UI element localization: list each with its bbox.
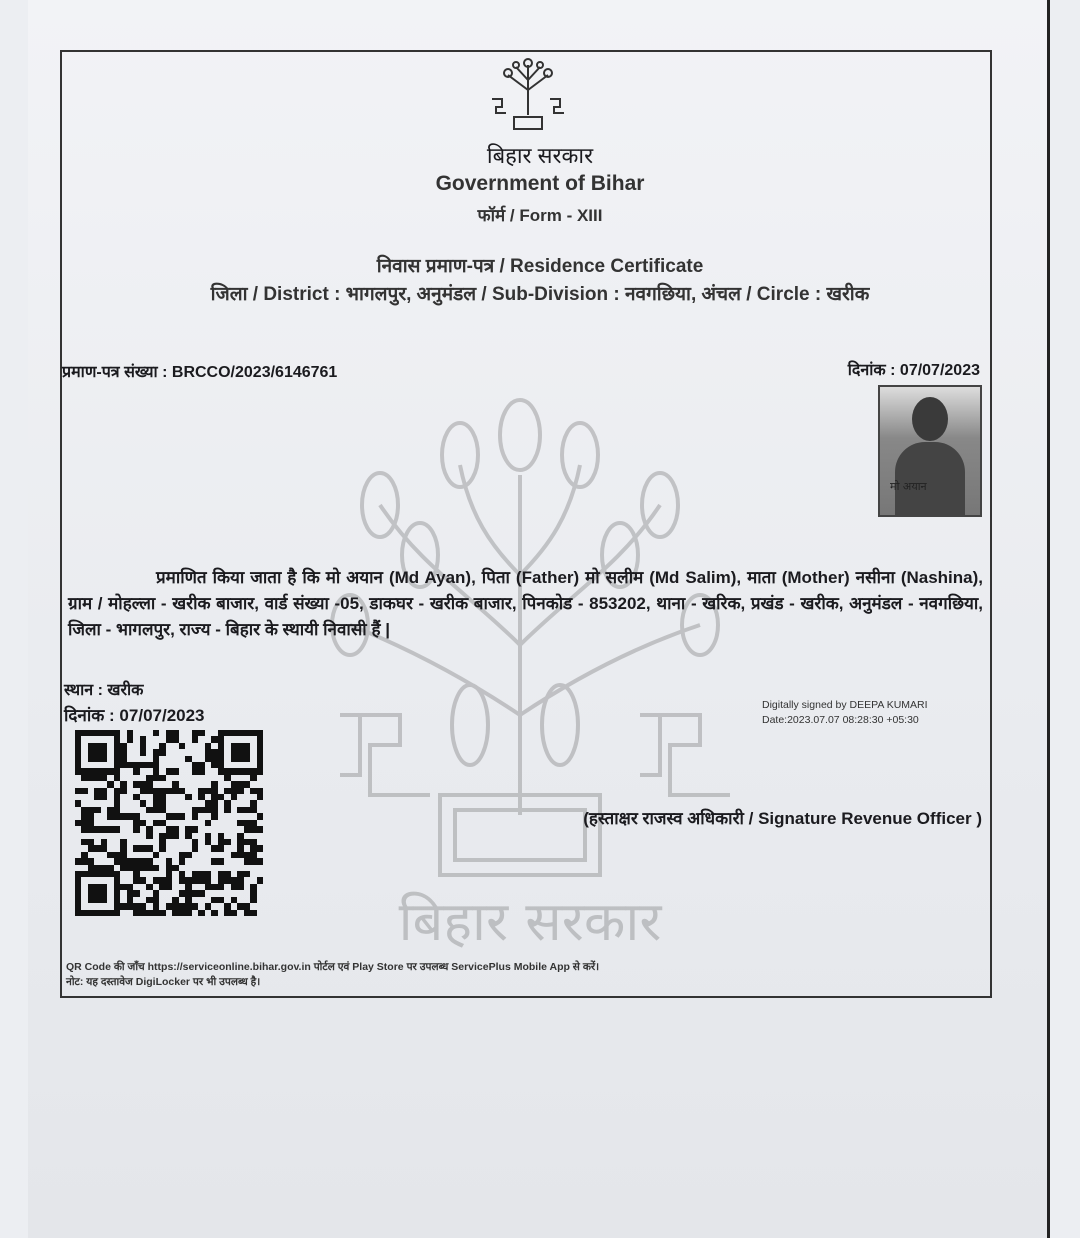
watermark-text: बिहार सरकार [398,890,662,953]
certificate-number: प्रमाण-पत्र संख्या : BRCCO/2023/6146761 [62,364,338,381]
gov-hindi: बिहार सरकार [486,143,594,168]
issue-date: दिनांक : 07/07/2023 [847,362,980,379]
gov-english: Government of Bihar [435,172,645,195]
place: स्थान : खरीक [64,682,144,699]
digilocker-note: नोट: यह दस्तावेज DigiLocker पर भी उपलब्ध है। [66,976,261,988]
location-line: जिला / District : भागलपुर, अनुमंडल / Sub-Division : नवगछिया, अंचल / Circle : खरीक [210,284,870,305]
digital-signature [762,698,928,728]
qr-code[interactable] [75,730,263,916]
photo-signature: मो अयान [890,480,927,493]
footer-notes [66,960,599,990]
digital-sign-name: Digitally signed by DEEPA KUMARI [762,699,928,711]
certificate-body: प्रमाणित किया जाता है कि मो अयान (Md Ayan), पिता (Father) मो सलीम (Md Salim), माता (Mother) नसीना (Nashina), ग्राम / मोहल्ला - खरीक बाजार, वार्ड संख्या -05, डाकघर - खरीक बाजार, पिनकोड - 853202, थाना - खरिक, प्रखंड - खरीक, अनुमंडल - नवगछिया, जिला - भागलपुर, राज्य - बिहार के स्थायी निवासी हैं | [68,568,983,639]
form-number: फॉर्म / Form - XIII [477,206,603,225]
bihar-emblem-logo [488,55,568,135]
certificate-title: निवास प्रमाण-पत्र / Residence Certificate [376,256,704,277]
signature-label: (हस्ताक्षर राजस्व अधिकारी / Signature Revenue Officer ) [583,809,982,828]
bihar-emblem-watermark [320,395,740,955]
qr-verification-note: QR Code की जाँच https://serviceonline.bihar.gov.in पोर्टल एवं Play Store पर उपलब्ध ServicePlus Mobile App से करें। [66,961,600,973]
digital-sign-date: Date:2023.07.07 08:28:30 +05:30 [762,714,919,726]
applicant-photo [878,385,982,517]
qr-module [257,910,263,916]
issue-date-bottom: दिनांक : 07/07/2023 [64,706,205,725]
